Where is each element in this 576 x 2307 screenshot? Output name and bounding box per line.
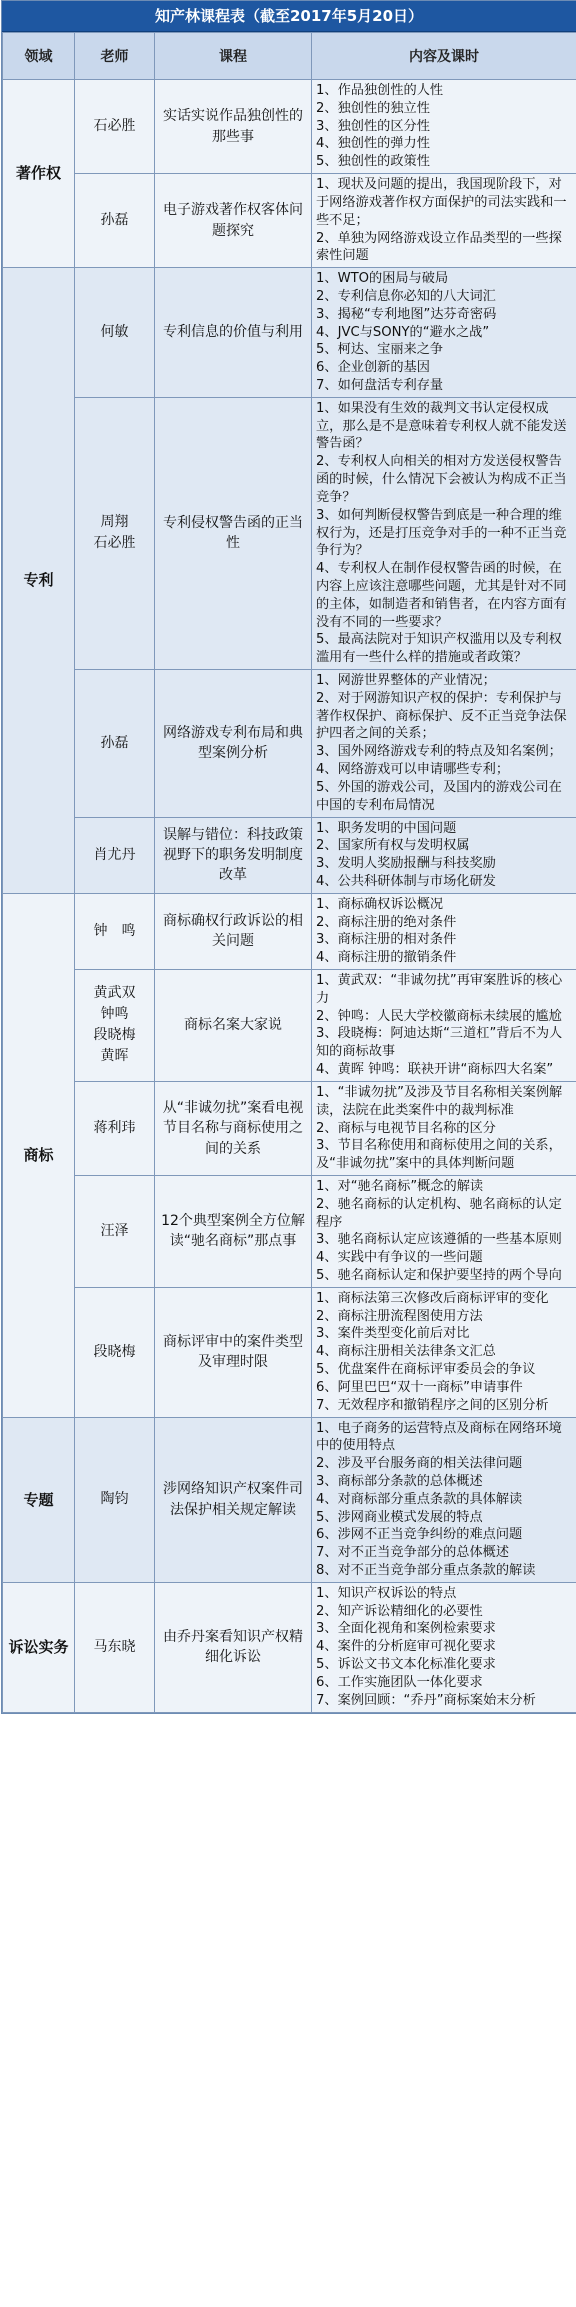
course-cell: 电子游戏著作权客体问题探究 [155, 174, 312, 268]
content-line: 7、如何盘活专利存量 [316, 378, 444, 393]
content-line: 5、最高法院对于知识产权滥用以及专利权滥用有一些什么样的措施或者政策？ [316, 632, 562, 666]
table-row [3, 1175, 576, 1287]
table-row [3, 893, 576, 969]
course-cell: 涉网络知识产权案件司法保护相关规定解读 [155, 1417, 312, 1582]
content-line: 2、专利权人向相关的相对方发送侵权警告函的时候，什么情况下会被认为构成不正当竞争？ [316, 454, 567, 505]
course-schedule [1, 0, 576, 1714]
content-line: 2、商标与电视节目名称的区分 [316, 1120, 496, 1136]
schedule-title: 知产林课程表（截至2017年5月20日） [2, 1, 576, 32]
area-cell: 著作权 [3, 80, 75, 268]
header-area: 领域 [3, 33, 75, 80]
teacher-cell: 孙磊 [75, 174, 155, 268]
content-line: 6、涉网不正当竞争纠纷的难点问题 [316, 1527, 523, 1543]
content-line: 3、商标注册的相对条件 [316, 932, 457, 948]
teacher-cell: 周翔 石必胜 [75, 397, 155, 669]
content-line: 5、优盘案件在商标评审委员会的争议 [316, 1362, 536, 1378]
header-row [3, 33, 576, 80]
content-cell [312, 1287, 576, 1417]
content-line: 4、网络游戏可以申请哪些专利； [316, 762, 510, 778]
teacher-cell: 何敏 [75, 268, 155, 398]
content-line: 2、专利信息你必知的八大词汇 [316, 288, 496, 304]
content-line: 1、对“驰名商标”概念的解读 [316, 1178, 484, 1194]
table-row [3, 174, 576, 268]
content-cell [312, 268, 576, 398]
content-cell [312, 817, 576, 893]
content-line: 1、商标法第三次修改后商标评审的变化 [316, 1290, 549, 1306]
content-line: 3、揭秘“专利地图”达芬奇密码 [316, 306, 497, 322]
table-row [3, 268, 576, 398]
content-line: 2、商标注册流程图使用方法 [316, 1308, 483, 1324]
content-line: 4、专利权人在制作侵权警告函的时候，在内容上应该注意哪些问题，尤其是针对不同的主体，如制造者和销售者，在内容方面有没有不同的一些要求？ [316, 561, 567, 630]
course-cell: 由乔丹案看知识产权精细化诉讼 [155, 1582, 312, 1712]
content-line: 4、商标注册相关法律条文汇总 [316, 1344, 496, 1360]
content-line: 2、涉及平台服务商的相关法律问题 [316, 1456, 523, 1472]
content-line: 1、“非诚勿扰”及涉及节目名称相关案例解读，法院在此类案件中的裁判标准 [316, 1084, 563, 1118]
course-cell: 商标名案大家说 [155, 970, 312, 1082]
table-row [3, 1081, 576, 1175]
content-line: 2、钟鸣：人民大学校徽商标未续展的尴尬 [316, 1008, 562, 1024]
teacher-cell: 蒋利玮 [75, 1081, 155, 1175]
teacher-cell: 马东晓 [75, 1582, 155, 1712]
content-line: 8、对不正当竞争部分重点条款的解读 [316, 1563, 536, 1578]
table-row [3, 1417, 576, 1582]
content-line: 3、国外网络游戏专利的特点及知名案例； [316, 744, 562, 760]
content-line: 4、公共科研体制与市场化研发 [316, 873, 496, 889]
content-line: 1、知识产权诉讼的特点 [316, 1585, 457, 1601]
content-line: 7、无效程序和撤销程序之间的区别分析 [316, 1397, 549, 1413]
course-cell: 专利侵权警告函的正当性 [155, 397, 312, 669]
content-cell [312, 1081, 576, 1175]
table-row [3, 397, 576, 669]
area-cell: 专题 [3, 1417, 75, 1582]
teacher-cell: 石必胜 [75, 80, 155, 174]
content-line: 6、企业创新的基因 [316, 360, 430, 376]
content-cell [312, 670, 576, 818]
course-cell: 商标评审中的案件类型及审理时限 [155, 1287, 312, 1417]
content-line: 2、商标注册的绝对条件 [316, 914, 457, 930]
teacher-cell: 汪泽 [75, 1175, 155, 1287]
teacher-cell: 肖尤丹 [75, 817, 155, 893]
content-line: 2、单独为网络游戏设立作品类型的一些探索性问题 [316, 230, 562, 264]
content-line: 4、案件的分析庭审可视化要求 [316, 1639, 496, 1655]
content-cell [312, 80, 576, 174]
schedule-table [2, 32, 576, 1713]
content-line: 3、驰名商标认定应该遵循的一些基本原则 [316, 1232, 562, 1248]
content-line: 4、JVC与SONY的“避水之战” [316, 324, 490, 340]
content-line: 4、商标注册的撤销条件 [316, 950, 457, 966]
content-line: 7、对不正当竞争部分的总体概述 [316, 1545, 510, 1561]
content-line: 6、阿里巴巴“双十一商标”申请事件 [316, 1379, 523, 1395]
content-line: 5、独创性的政策性 [316, 154, 430, 170]
content-line: 1、职务发明的中国问题 [316, 820, 457, 836]
content-line: 1、现状及问题的提出，我国现阶段下，对于网络游戏著作权方面保护的司法实践和一些不足； [316, 177, 567, 228]
content-line: 7、案例回顾：“乔丹”商标案始末分析 [316, 1692, 536, 1708]
content-line: 1、WTO的困局与破局 [316, 271, 449, 287]
content-cell [312, 174, 576, 268]
content-line: 1、网游世界整体的产业情况； [316, 673, 496, 688]
area-cell: 专利 [3, 268, 75, 894]
table-row [3, 670, 576, 818]
table-row [3, 970, 576, 1082]
table-row [3, 817, 576, 893]
content-line: 2、知产诉讼精细化的必要性 [316, 1603, 483, 1619]
header-course: 课程 [155, 33, 312, 80]
content-line: 2、驰名商标的认定机构、驰名商标的认定程序 [316, 1196, 562, 1230]
content-line: 3、全面化视角和案例检索要求 [316, 1621, 496, 1637]
content-line: 1、如果没有生效的裁判文书认定侵权成立，那么是不是意味着专利权人就不能发送警告函？ [316, 400, 567, 452]
content-line: 3、发明人奖励报酬与科技奖励 [316, 856, 496, 872]
content-line: 2、国家所有权与发明权属 [316, 838, 470, 854]
content-line: 4、实践中有争议的一些问题 [316, 1250, 483, 1266]
course-cell: 商标确权行政诉讼的相关问题 [155, 893, 312, 969]
teacher-cell: 段晓梅 [75, 1287, 155, 1417]
content-cell [312, 893, 576, 969]
content-line: 2、对于网游知识产权的保护：专利保护与著作权保护、商标保护、反不正当竞争法保护四者之间的关系； [316, 690, 567, 742]
course-cell: 实话实说作品独创性的那些事 [155, 80, 312, 174]
content-line: 1、商标确权诉讼概况 [316, 896, 444, 912]
content-line: 1、作品独创性的人性 [316, 83, 444, 98]
content-line: 5、驰名商标认定和保护要坚持的两个导向 [316, 1268, 562, 1283]
content-line: 6、工作实施团队一体化要求 [316, 1674, 483, 1690]
content-line: 5、柯达、宝丽来之争 [316, 342, 444, 358]
content-line: 3、段晓梅：阿迪达斯“三道杠”背后不为人知的商标故事 [316, 1026, 563, 1060]
content-line: 4、对商标部分重点条款的具体解读 [316, 1491, 523, 1507]
content-line: 1、电子商务的运营特点及商标在网络环境中的使用特点 [316, 1420, 562, 1454]
header-teacher: 老师 [75, 33, 155, 80]
content-line: 3、独创性的区分性 [316, 118, 430, 134]
teacher-cell: 黄武双 钟鸣 段晓梅 黄晖 [75, 970, 155, 1082]
table-row [3, 1582, 576, 1712]
teacher-cell: 孙磊 [75, 670, 155, 818]
content-line: 4、黄晖 钟鸣：联袂开讲“商标四大名案” [316, 1062, 554, 1078]
area-cell: 诉讼实务 [3, 1582, 75, 1712]
table-row [3, 1287, 576, 1417]
schedule-body [3, 80, 576, 1713]
course-cell: 网络游戏专利布局和典型案例分析 [155, 670, 312, 818]
course-cell: 误解与错位：科技政策视野下的职务发明制度改革 [155, 817, 312, 893]
content-cell [312, 1582, 576, 1712]
content-line: 3、商标部分条款的总体概述 [316, 1473, 483, 1489]
content-cell [312, 1417, 576, 1582]
course-cell: 从“非诚勿扰”案看电视节目名称与商标使用之间的关系 [155, 1081, 312, 1175]
course-cell: 12个典型案例全方位解读“驰名商标”那点事 [155, 1175, 312, 1287]
content-line: 1、黄武双：“非诚勿扰”再审案胜诉的核心力 [316, 973, 563, 1006]
content-line: 2、独创性的独立性 [316, 100, 430, 116]
content-cell [312, 970, 576, 1082]
table-row [3, 80, 576, 174]
content-line: 5、诉讼文书文本化标准化要求 [316, 1657, 496, 1673]
area-cell: 商标 [3, 893, 75, 1417]
teacher-cell: 陶钧 [75, 1417, 155, 1582]
content-line: 3、案件类型变化前后对比 [316, 1326, 470, 1342]
content-cell [312, 1175, 576, 1287]
content-line: 5、外国的游戏公司，及国内的游戏公司在中国的专利布局情况 [316, 779, 562, 813]
course-cell: 专利信息的价值与利用 [155, 268, 312, 398]
content-line: 3、如何判断侵权警告到底是一种合理的维权行为，还是打压竞争对手的一种不正当竞争行为？ [316, 507, 567, 559]
teacher-cell: 钟 鸣 [75, 893, 155, 969]
header-content: 内容及课时 [312, 33, 576, 80]
content-cell [312, 397, 576, 669]
content-line: 4、独创性的弹力性 [316, 136, 430, 152]
content-line: 5、涉网商业模式发展的特点 [316, 1509, 483, 1525]
content-line: 3、节目名称使用和商标使用之间的关系，及“非诚勿扰”案中的具体判断问题 [316, 1138, 562, 1172]
